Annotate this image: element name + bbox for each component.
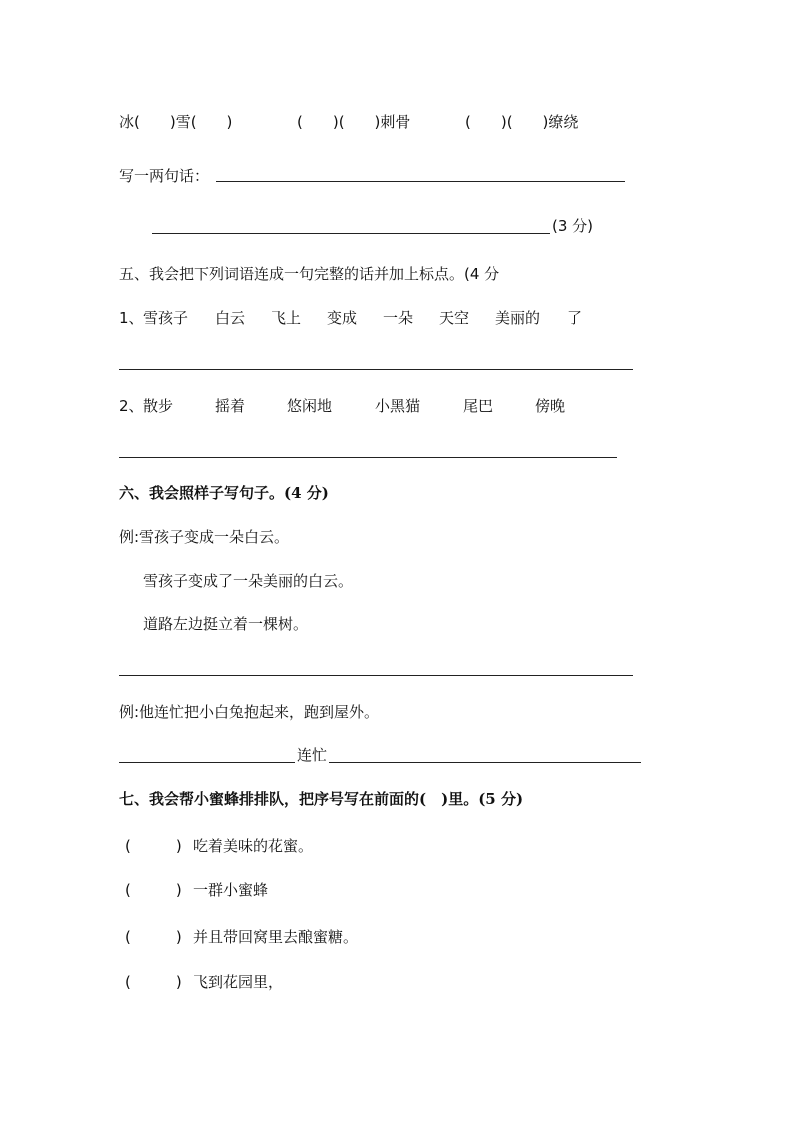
word-chip: 变成 [327, 309, 358, 327]
order-paren[interactable]: ( ) [125, 837, 182, 855]
answer-line-1[interactable] [216, 181, 625, 182]
order-item-text: 飞到花园里， [193, 973, 284, 991]
word-chip: 天空 [439, 309, 470, 327]
write-sentence-label: 写一两句话： [119, 167, 210, 185]
section6-title: 六、我会照样子写句子。(4 分) [119, 484, 329, 502]
section5-title: 五、我会把下列词语连成一句完整的话并加上标点。(4 分 [119, 265, 500, 283]
section5-q2-number: 2、 [119, 397, 144, 415]
word-chip: 尾巴 [463, 397, 494, 415]
answer-line-2[interactable] [152, 233, 550, 234]
section7-title: 七、我会帮小蜜蜂排排队，把序号写在前面的( )里。(5 分) [119, 790, 524, 808]
order-paren[interactable]: ( ) [125, 881, 182, 899]
word-chip: 散步 [143, 397, 174, 415]
word-chip: 悠闲地 [287, 397, 333, 415]
order-paren[interactable]: ( ) [125, 973, 182, 991]
order-item-text: 并且带回窝里去酿蜜糖。 [193, 928, 359, 946]
word-chip: 飞上 [271, 309, 302, 327]
order-paren[interactable]: ( ) [125, 928, 182, 946]
word-chip: 傍晚 [535, 397, 566, 415]
prompt-sentence: 道路左边挺立着一棵树。 [143, 615, 309, 633]
word-chip: 小黑猫 [375, 397, 421, 415]
word-chip: 一朵 [383, 309, 414, 327]
idiom-item-3[interactable]: ( )( )缭绕 [465, 113, 579, 131]
word-chip: 雪孩子 [143, 309, 189, 327]
idiom-item-1[interactable]: 冰( )雪( ) [119, 113, 233, 131]
word-chip: 美丽的 [495, 309, 541, 327]
word-chip: 了 [567, 309, 583, 327]
answer-line-4[interactable] [119, 457, 617, 458]
section5-q1-number: 1、 [119, 309, 144, 327]
word-chip: 摇着 [215, 397, 246, 415]
example-2: 例:他连忙把小白兔抱起来，跑到屋外。 [119, 703, 380, 721]
order-item-text: 吃着美味的花蜜。 [193, 837, 314, 855]
answer-line-6a[interactable] [119, 762, 295, 763]
example-1: 例:雪孩子变成一朵白云。 [119, 528, 290, 546]
fill-word: 连忙 [297, 746, 328, 764]
answer-line-5[interactable] [119, 675, 633, 676]
idiom-item-2[interactable]: ( )( )刺骨 [297, 113, 411, 131]
answer-line-3[interactable] [119, 369, 633, 370]
score-label: (3 分) [552, 217, 594, 235]
word-chip: 白云 [215, 309, 246, 327]
answer-line-6b[interactable] [329, 762, 641, 763]
example-1-result: 雪孩子变成了一朵美丽的白云。 [143, 572, 354, 590]
order-item-text: 一群小蜜蜂 [193, 881, 269, 899]
